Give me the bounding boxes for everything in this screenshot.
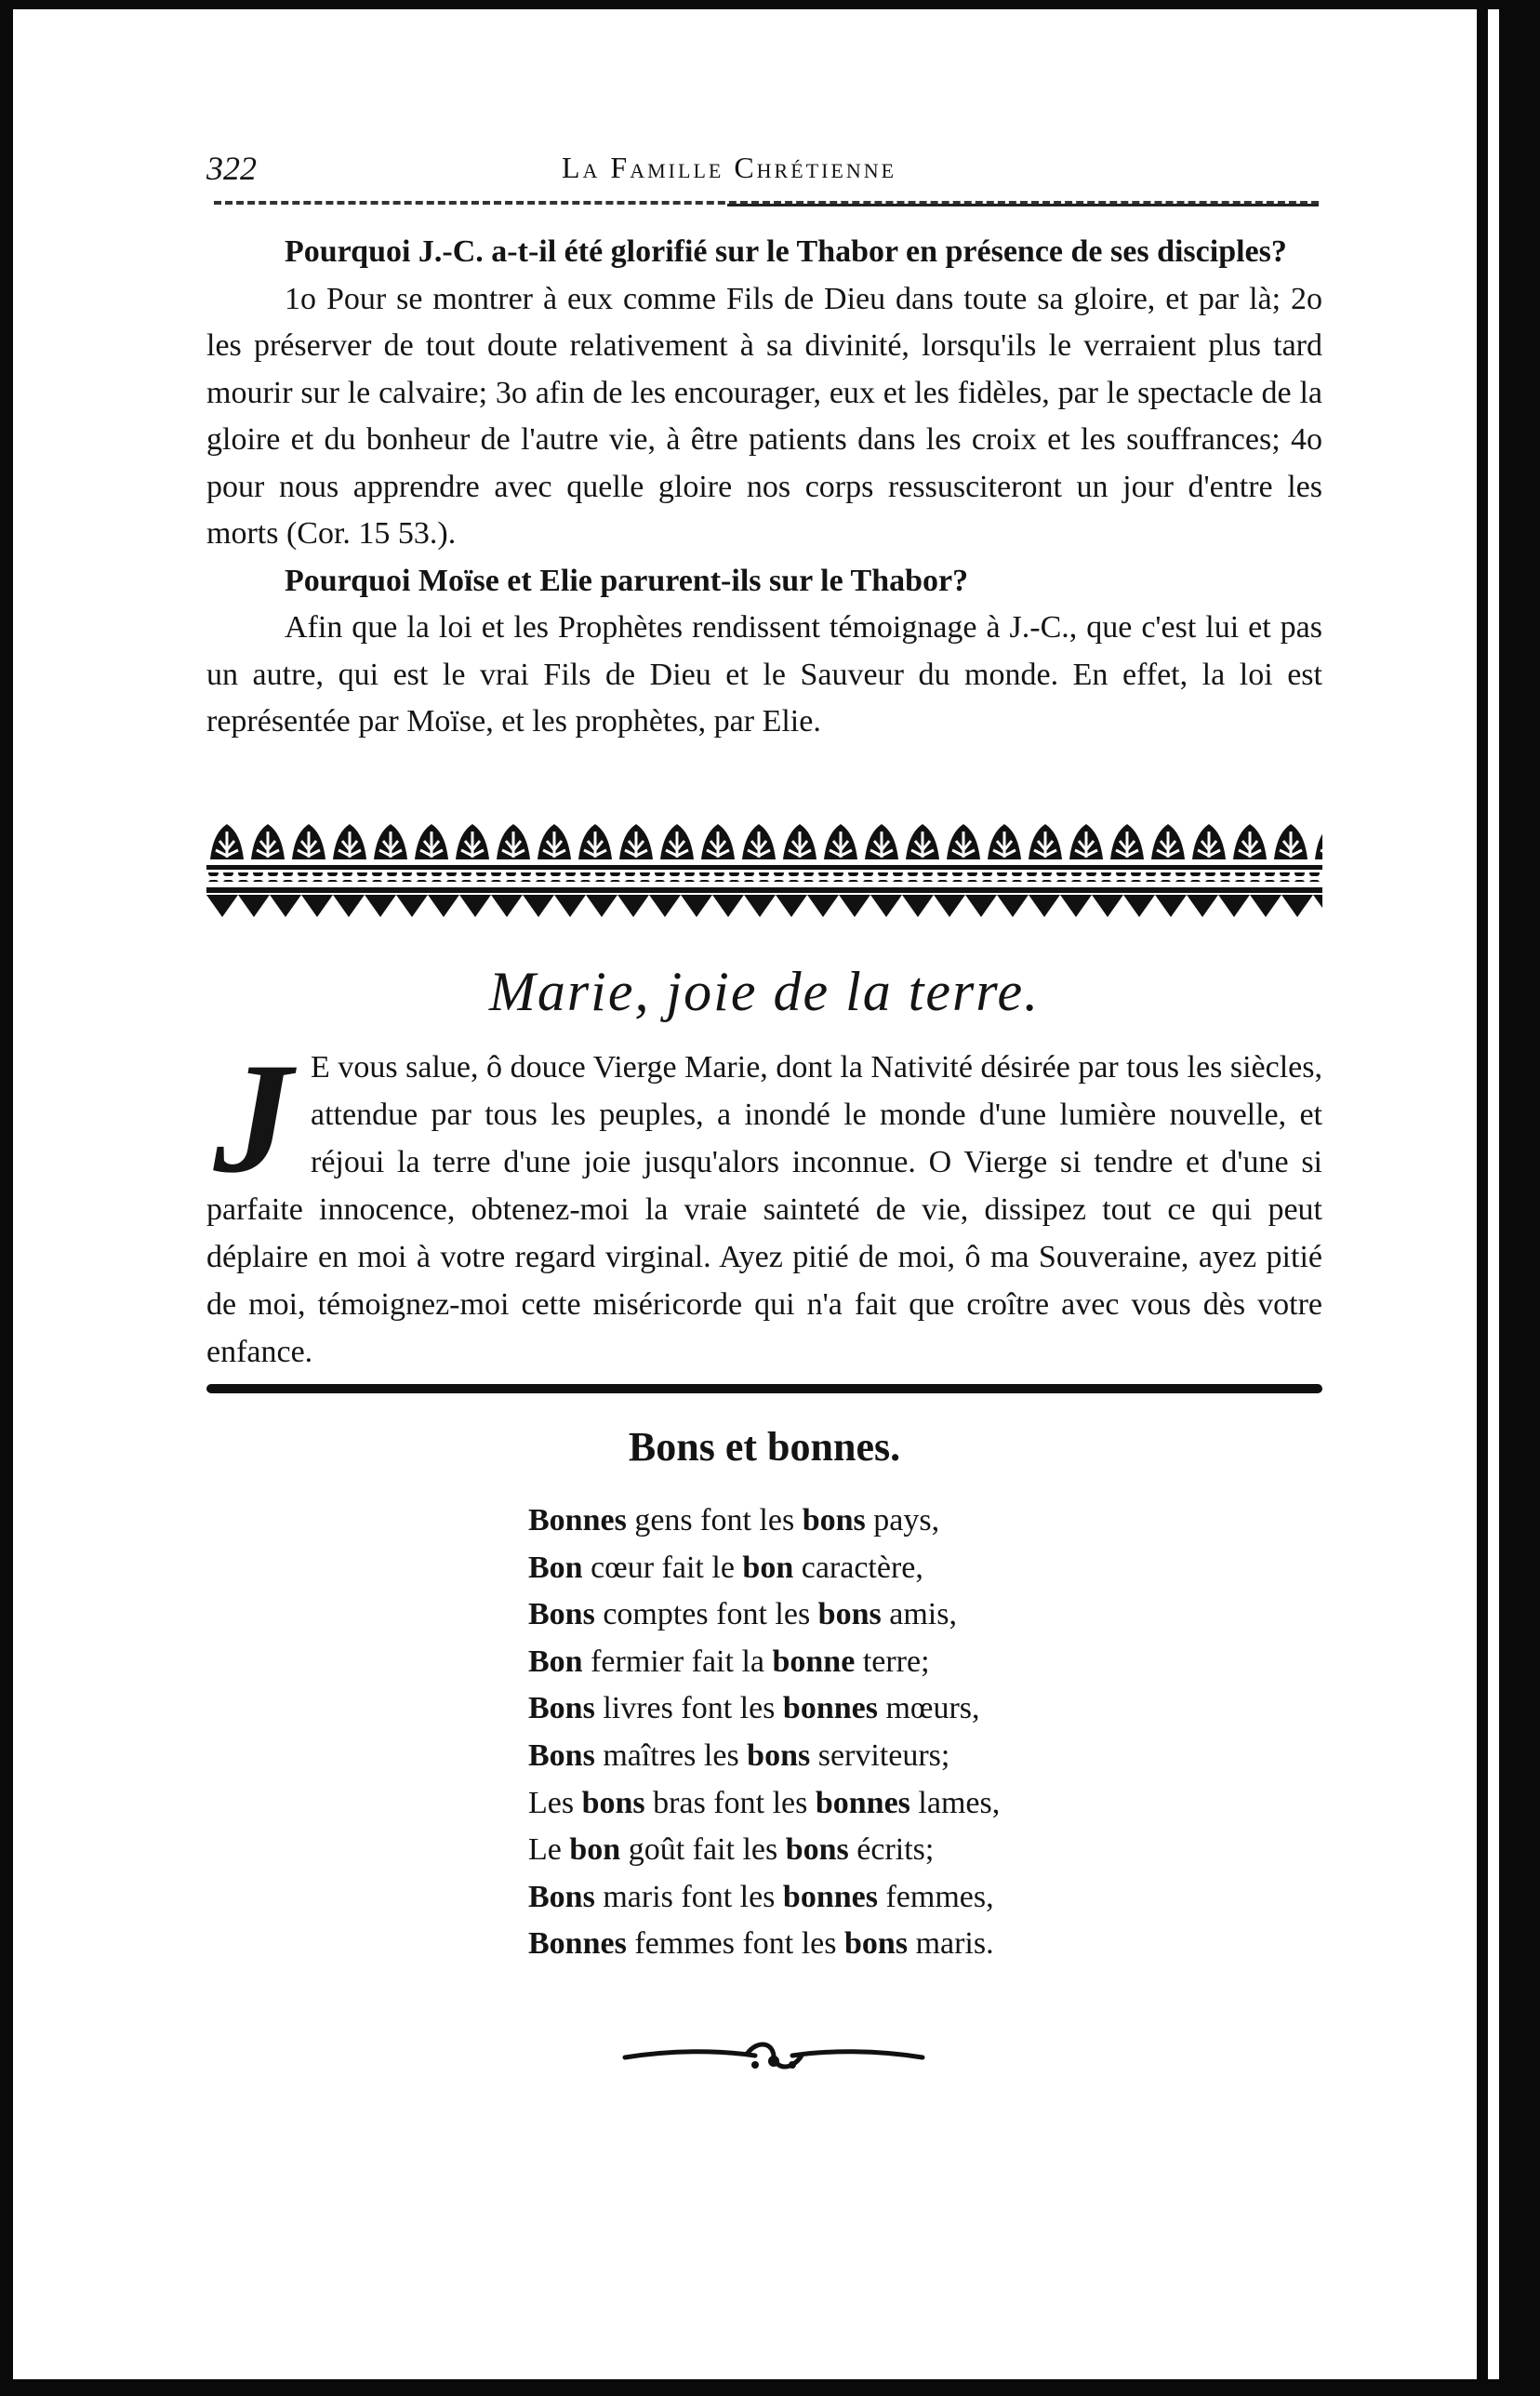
drop-cap-spacer (206, 1044, 311, 1181)
poem-line: Bons comptes font les bons amis, (528, 1597, 957, 1632)
marie-text: E vous salue, ô douce Vierge Marie, dont la Nativité désirée par tous les siècles, attendue par tous les peuples, a inondé le monde d'une lumière nouvelle, et réjoui la terre d'une joie jusqu'alors inconnue. O Vierge si tendre et d'une si parfaite innocence, obtenez-moi la vraie sainteté de vie, dissipez tout ce qui peut déplaire en moi à votre regard virginal. Ayez pitié de moi, ô ma Souveraine, ayez pitié de moi, témoignez-moi cette miséricorde qui n'a fait que croître avec vous dès votre enfance. (206, 1050, 1322, 1369)
poem-line: Bon cœur fait le bon caractère, (528, 1550, 923, 1585)
poem-line: Bons livres font les bonnes mœurs, (528, 1691, 980, 1726)
section-divider-rule (206, 1384, 1322, 1393)
running-header (206, 149, 1322, 195)
poem-line: Bons maris font les bonnes femmes, (528, 1879, 994, 1914)
answer-paragraph: Afin que la loi et les Prophètes rendissent témoignage à J.-C., que c'est lui et pas un autre, qui est le vrai Fils de Dieu et le Sauveur du monde. En effet, la loi est représentée par Moïse, et les prophètes, par Elie. (206, 610, 1322, 739)
end-flourish (616, 2033, 932, 2080)
poem-line: Bons maîtres les bons serviteurs; (528, 1737, 950, 1773)
poem-line: Bonnes gens font les bons pays, (528, 1503, 940, 1537)
question-paragraph: Pourquoi Moïse et Elie parurent-ils sur le Thabor? (285, 563, 969, 598)
poem-line: Bonnes femmes font les bons maris. (528, 1926, 994, 1962)
scan-right-bar (1499, 0, 1540, 2396)
scan-edge-line (1477, 0, 1488, 2396)
question-paragraph: Pourquoi J.-C. a-t-il été glorifié sur le Thabor en présence de ses disciples? (285, 234, 1287, 269)
ornament-band (206, 822, 1322, 934)
answer-paragraph: 1o Pour se montrer à eux comme Fils de Dieu dans toute sa gloire, et par là; 2o les préserver de tout doute relativement à sa divinité, lorsqu'ils le verraient plus tard mourir sur le calvaire; 3o afin de les encourager, eux et les fidèles, par le spectacle de la gloire et du bonheur de l'autre vie, à être patients dans les croix et les souffrances; 4o pour nous apprendre avec quelle gloire nos corps ressusciteront un jour d'entre les morts (Cor. 15 53.). (206, 281, 1322, 551)
poem-line: Le bon goût fait les bons écrits; (528, 1832, 935, 1868)
poem-title: Bons et bonnes. (628, 1424, 901, 1470)
drop-cap: J (213, 1031, 293, 1205)
header-rule-solid (727, 204, 1319, 206)
running-title: La Famille Chrétienne (562, 151, 897, 184)
poem-line: Les bons bras font les bonnes lames, (528, 1785, 1001, 1820)
section-title-marie: Marie, joie de la terre. (488, 961, 1041, 1022)
thabor-section (206, 229, 1322, 746)
marie-paragraph (206, 1031, 1322, 1376)
poem-line: Bon fermier fait la bonne terre; (528, 1644, 930, 1679)
page-number: 322 (206, 150, 257, 187)
poem (528, 1498, 1235, 1968)
